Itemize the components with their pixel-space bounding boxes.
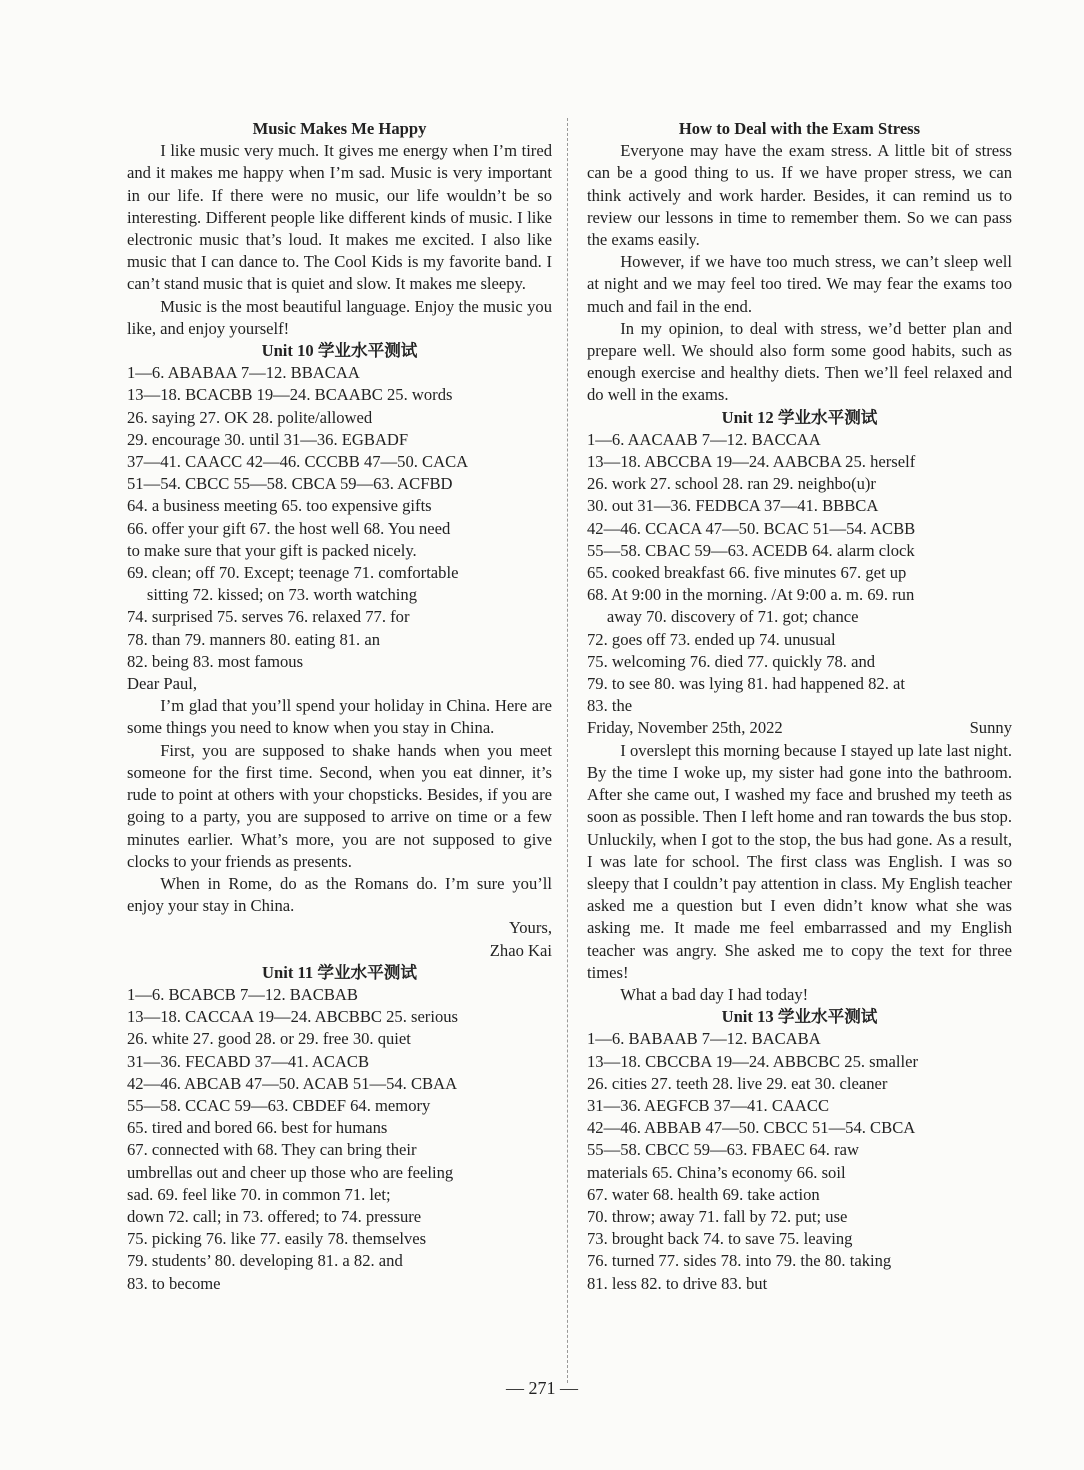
unit10-title: Unit 10 学业水平测试 bbox=[261, 341, 418, 361]
answer-line: 76. turned 77. sides 78. into 79. the 80. taking bbox=[587, 1251, 892, 1271]
diary-header bbox=[587, 717, 1012, 739]
letter-signature: Zhao Kai bbox=[489, 940, 552, 960]
answer-line: 75. picking 76. like 77. easily 78. themselves bbox=[127, 1229, 427, 1249]
answer-line: 26. white 27. good 28. or 29. free 30. quiet bbox=[127, 1029, 411, 1049]
answer-line: down 72. call; in 73. offered; to 74. pressure bbox=[127, 1206, 422, 1226]
answer-line: 79. students’ 80. developing 81. a 82. and bbox=[127, 1251, 403, 1271]
answer-line: 55—58. CBAC 59—63. ACEDB 64. alarm clock bbox=[587, 540, 915, 560]
answer-line: 1—6. AACAAB 7—12. BACCAA bbox=[587, 429, 821, 449]
diary-date: Friday, November 25th, 2022 bbox=[587, 718, 783, 738]
answer-line: 65. tired and bored 66. best for humans bbox=[127, 1118, 388, 1138]
left-column bbox=[127, 118, 552, 1295]
essay2-title: How to Deal with the Exam Stress bbox=[678, 119, 921, 138]
unit13-answers bbox=[587, 1028, 1012, 1294]
answer-line: 55—58. CCAC 59—63. CBDEF 64. memory bbox=[127, 1095, 431, 1115]
unit11-title: Unit 11 学业水平测试 bbox=[262, 962, 417, 982]
unit12-title: Unit 12 学业水平测试 bbox=[721, 407, 878, 427]
answer-line: 13—18. BCACBB 19—24. BCAABC 25. words bbox=[127, 385, 453, 405]
unit11-answers bbox=[127, 984, 552, 1295]
answer-line: 1—6. BABAAB 7—12. BACABA bbox=[587, 1029, 821, 1049]
answer-line: 79. to see 80. was lying 81. had happened 82. at bbox=[587, 674, 905, 694]
essay2-paragraph: In my opinion, to deal with stress, we’d better plan and prepare well. We should also form some good habits, such as enough exercise and healthy diets. Then we’ll feel relaxed and do well in the exams. bbox=[587, 318, 1012, 405]
answer-line: 31—36. AEGFCB 37—41. CAACC bbox=[587, 1095, 830, 1115]
answer-line: 65. cooked breakfast 66. five minutes 67. get up bbox=[587, 563, 907, 583]
answer-line: 82. being 83. most famous bbox=[127, 651, 304, 671]
essay2-paragraph: Everyone may have the exam stress. A little bit of stress can be a good thing to us. If we have proper stress, we can think actively and work harder. Besides, it can remind us to review our lessons in time to remember them. So we can pass the exams easily. bbox=[587, 141, 1012, 250]
answer-line: 72. goes off 73. ended up 74. unusual bbox=[587, 629, 836, 649]
answer-line: 37—41. CAACC 42—46. CCCBB 47—50. CACA bbox=[127, 452, 469, 472]
unit10-answers bbox=[127, 362, 552, 673]
unit13-title: Unit 13 学业水平测试 bbox=[721, 1007, 878, 1027]
answer-line: sitting 72. kissed; on 73. worth watching bbox=[146, 585, 418, 605]
answer-line: 13—18. CBCCBA 19—24. ABBCBC 25. smaller bbox=[587, 1051, 918, 1071]
answer-line: away 70. discovery of 71. got; chance bbox=[606, 607, 859, 627]
answer-line: 51—54. CBCC 55—58. CBCA 59—63. ACFBD bbox=[127, 474, 453, 494]
answer-line: materials 65. China’s economy 66. soil bbox=[587, 1162, 846, 1182]
answer-line: 64. a business meeting 65. too expensive gifts bbox=[127, 496, 432, 516]
answer-line: sad. 69. feel like 70. in common 71. let; bbox=[127, 1184, 391, 1204]
page-number: — 271 — bbox=[506, 1378, 578, 1398]
answer-line: 42—46. CCACA 47—50. BCAC 51—54. ACBB bbox=[587, 518, 916, 538]
essay1-paragraph: Music is the most beautiful language. Enjoy the music you like, and enjoy yourself! bbox=[127, 296, 552, 338]
answer-line: 26. work 27. school 28. ran 29. neighbo(u)r bbox=[587, 474, 876, 494]
answer-line: 1—6. BCABCB 7—12. BACBAB bbox=[127, 984, 358, 1004]
answer-line: 73. brought back 74. to save 75. leaving bbox=[587, 1229, 853, 1249]
answer-line: 31—36. FECABD 37—41. ACACB bbox=[127, 1051, 370, 1071]
essay1-title: Music Makes Me Happy bbox=[252, 119, 427, 138]
letter-paragraph: I’m glad that you’ll spend your holiday in China. Here are some things you need to know when you stay in China. bbox=[127, 696, 552, 738]
answer-line: 70. throw; away 71. fall by 72. put; use bbox=[587, 1206, 848, 1226]
answer-line: umbrellas out and cheer up those who are feeling bbox=[127, 1162, 454, 1182]
answer-line: 26. saying 27. OK 28. polite/allowed bbox=[127, 407, 373, 427]
letter-paragraph: When in Rome, do as the Romans do. I’m sure you’ll enjoy your stay in China. bbox=[127, 873, 552, 916]
answer-line: to make sure that your gift is packed nicely. bbox=[127, 540, 417, 560]
right-column bbox=[587, 118, 1012, 1295]
letter-greeting: Dear Paul, bbox=[127, 674, 198, 694]
answer-line: 1—6. ABABAA 7—12. BBACAA bbox=[127, 363, 360, 383]
diary-weather: Sunny bbox=[969, 718, 1012, 738]
answer-line: 83. the bbox=[587, 696, 633, 716]
answer-line: 74. surprised 75. serves 76. relaxed 77. for bbox=[127, 607, 410, 627]
letter-closing: Yours, bbox=[508, 918, 552, 938]
answer-line: 78. than 79. manners 80. eating 81. an bbox=[127, 629, 380, 649]
diary-paragraph: I overslept this morning because I stayed up late last night. By the time I woke up, my sister had gone into the bathroom. After she came out, I washed my face and brushed my teeth as soon as possible. Then I left home and ran towards the bus stop. Unluckily, when I got to the stop, the bus had gone. As a result, I was late for school. The first class was English. I was so sleepy that I couldn’t pay attention in class. My English teacher asked me a question but I even didn’t know what she was asking me. It made me feel embarrassed and my English teacher was angry. She asked me to copy the text for three times! bbox=[587, 740, 1012, 982]
answer-line: 81. less 82. to drive 83. but bbox=[587, 1273, 768, 1293]
letter-paragraph: First, you are supposed to shake hands when you meet someone for the first time. Second, when you eat dinner, it’s rude to point at others with your chopsticks. Besides, if you are going to a party, you are supposed to arrive on time or a few minutes earlier. What’s more, you are not supposed to give clocks to your friends as presents. bbox=[127, 740, 552, 871]
answer-line: 75. welcoming 76. died 77. quickly 78. and bbox=[587, 651, 876, 671]
answer-line: 29. encourage 30. until 31—36. EGBADF bbox=[127, 429, 409, 449]
answer-line: 67. connected with 68. They can bring their bbox=[127, 1140, 417, 1160]
unit12-answers bbox=[587, 429, 1012, 718]
diary-paragraph: What a bad day I had today! bbox=[620, 984, 809, 1004]
answer-line: 42—46. ABBAB 47—50. CBCC 51—54. CBCA bbox=[587, 1118, 916, 1138]
answer-line: 13—18. ABCCBA 19—24. AABCBA 25. herself bbox=[587, 452, 916, 472]
answer-line: 83. to become bbox=[127, 1273, 221, 1293]
answer-line: 55—58. CBCC 59—63. FBAEC 64. raw bbox=[587, 1140, 859, 1160]
answer-line: 66. offer your gift 67. the host well 68. You need bbox=[127, 518, 451, 538]
answer-line: 68. At 9:00 in the morning. /At 9:00 a. m. 69. run bbox=[587, 585, 915, 605]
answer-line: 42—46. ABCAB 47—50. ACAB 51—54. CBAA bbox=[127, 1073, 458, 1093]
essay2-paragraph: However, if we have too much stress, we can’t sleep well at night and we may feel too tired. We may fear the exams too much and fail in the end. bbox=[587, 252, 1012, 316]
essay1-paragraph: I like music very much. It gives me energy when I’m tired and it makes me happy when I’m sad. Music is very important in our life. If there were no music, our life wouldn’t be so interesting. Different people like different kinds of music. I like electronic music that’s loud. It makes me excited. I also like music that I can dance to. The Cool Kids is my favorite band. I can’t stand music that is quiet and slow. It makes me sleepy. bbox=[127, 141, 552, 294]
column-divider bbox=[567, 118, 568, 1383]
answer-line: 13—18. CACCAA 19—24. ABCBBC 25. serious bbox=[127, 1007, 458, 1027]
answer-line: 30. out 31—36. FEDBCA 37—41. BBBCA bbox=[587, 496, 879, 516]
answer-line: 26. cities 27. teeth 28. live 29. eat 30. cleaner bbox=[587, 1073, 888, 1093]
answer-line: 67. water 68. health 69. take action bbox=[587, 1184, 820, 1204]
answer-line: 69. clean; off 70. Except; teenage 71. comfortable bbox=[127, 563, 459, 583]
